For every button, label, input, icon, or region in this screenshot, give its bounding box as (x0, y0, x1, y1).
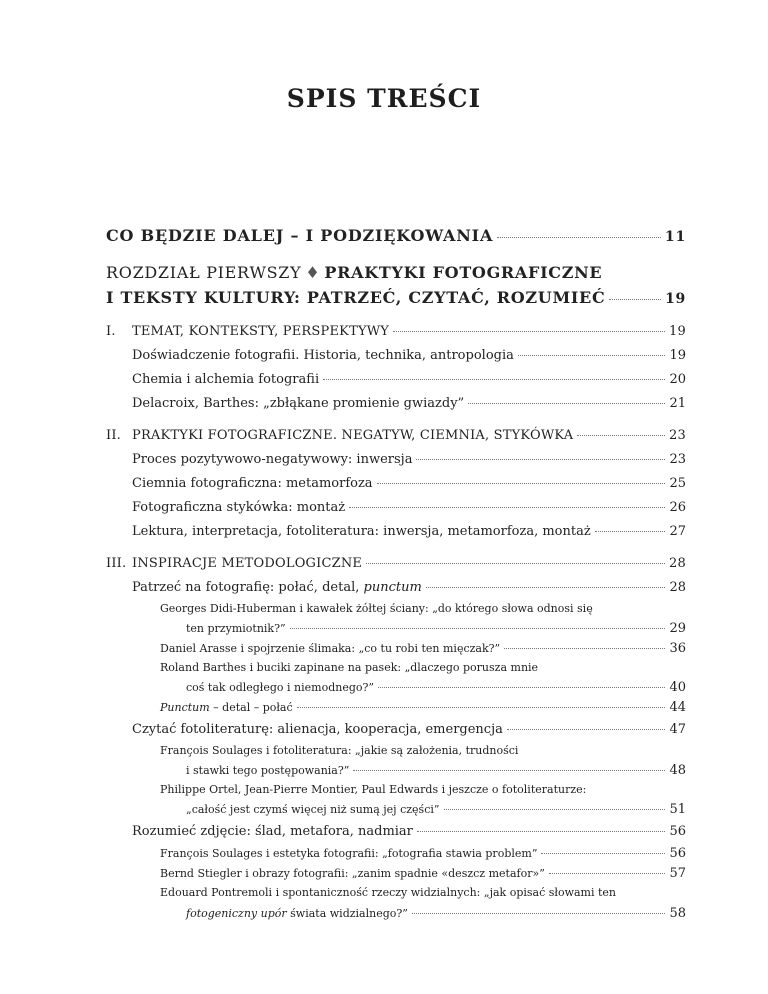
toc-section[interactable] (132, 348, 686, 363)
chapter-title-part1: PRAKTYKI FOTOGRAFICZNE (324, 263, 603, 282)
part-number: II. (106, 428, 122, 443)
subsection-label-italic: fotogeniczny upór (186, 907, 287, 920)
dot-leader (577, 435, 665, 436)
page-number: 36 (669, 641, 686, 656)
dot-leader (416, 459, 665, 460)
subsection-label: François Soulages i estetyka fotografii: „fotografia stawia problem” (160, 847, 538, 860)
toc-entry-label: CO BĘDZIE DALEJ – I PODZIĘKOWANIA (106, 226, 494, 245)
toc-subsection[interactable] (160, 846, 686, 861)
page-number: 29 (669, 621, 686, 636)
section-label: Proces pozytywowo-negatywowy: inwersja (132, 452, 413, 467)
subsection-label: ten przymiotnik?” (186, 622, 286, 635)
toc-section[interactable] (132, 500, 686, 515)
chapter-prefix: ROZDZIAŁ PIERWSZY (106, 263, 302, 282)
chapter-title-part2: I TEKSTY KULTURY: PATRZEĆ, CZYTAĆ, ROZUMIEĆ (106, 288, 606, 307)
page-number: 51 (669, 802, 686, 817)
dot-leader (377, 483, 666, 484)
dot-leader (549, 873, 666, 874)
toc-section[interactable] (132, 452, 686, 467)
page-number: 19 (665, 291, 686, 307)
dot-leader (595, 531, 666, 532)
page-number: 21 (669, 396, 686, 411)
subsection-label (186, 907, 408, 920)
page-number: 23 (669, 428, 686, 443)
section-label: Delacroix, Barthes: „zbłąkane promienie gwiazdy” (132, 396, 465, 411)
dot-leader (518, 355, 666, 356)
part-label: TEMAT, KONTEKSTY, PERSPEKTYWY (132, 324, 390, 339)
toc-section[interactable] (132, 722, 686, 737)
page-number: 11 (664, 229, 686, 245)
toc-subsection[interactable] (160, 700, 686, 715)
subsection-label: coś tak odległego i niemodnego?” (186, 681, 375, 694)
section-label-text: Patrzeć na fotografię: połać, detal, (132, 580, 364, 595)
toc-part-3[interactable] (106, 556, 686, 571)
part-number: III. (106, 556, 127, 571)
subsection-label-text: świata widzialnego?” (286, 907, 408, 920)
dot-leader (412, 913, 666, 914)
dot-leader (609, 299, 661, 300)
page-number: 48 (669, 763, 686, 778)
toc-section[interactable] (132, 396, 686, 411)
subsection-label-text: – detal – połać (209, 701, 293, 714)
toc-section[interactable] (132, 476, 686, 491)
toc-section[interactable] (132, 580, 686, 595)
subsection-label: Bernd Stiegler i obrazy fotografii: „zanim spadnie «deszcz metafor»” (160, 867, 545, 880)
page-number: 19 (669, 348, 686, 363)
diamond-separator-icon: ♦ (305, 263, 321, 282)
toc-part-2[interactable] (106, 428, 686, 443)
page-number: 19 (669, 324, 686, 339)
dot-leader (444, 809, 666, 810)
subsection-label: „całość jest czymś więcej niż sumą jej części” (186, 803, 440, 816)
toc-subsection[interactable] (186, 621, 686, 636)
toc-subsection[interactable] (186, 802, 686, 817)
subsection-label: i stawki tego postępowania?” (186, 764, 350, 777)
subsection-label: Daniel Arasse i spojrzenie ślimaka: „co tu robi ten mięczak?” (160, 642, 501, 655)
subsection-label-italic: Punctum (160, 701, 210, 714)
page-number: 23 (669, 452, 686, 467)
dot-leader (349, 507, 665, 508)
dot-leader (393, 331, 665, 332)
dot-leader (426, 587, 666, 588)
toc-subsection[interactable] (186, 906, 686, 921)
section-label: Chemia i alchemia fotografii (132, 372, 320, 387)
toc-subsection[interactable] (186, 763, 686, 778)
toc-subsection[interactable] (186, 680, 686, 695)
dot-leader (366, 563, 665, 564)
page-number: 47 (669, 722, 686, 737)
section-label-italic: punctum (363, 580, 422, 595)
page-number: 27 (669, 524, 686, 539)
toc-subsection-line1: Edouard Pontremoli i spontaniczność rzeczy widzialnych: „jak opisać słowami ten (160, 886, 617, 899)
toc-section[interactable] (132, 524, 686, 539)
dot-leader (417, 831, 666, 832)
dot-leader (504, 648, 665, 649)
toc-entry-chapter[interactable] (106, 288, 686, 307)
subsection-label (160, 701, 293, 714)
page-number: 56 (669, 846, 686, 861)
chapter-heading-line1 (106, 263, 602, 282)
page-number: 56 (669, 824, 686, 839)
page-number: 28 (669, 580, 686, 595)
page-number: 20 (669, 372, 686, 387)
toc-subsection[interactable] (160, 866, 686, 881)
page-number: 40 (669, 680, 686, 695)
section-label (132, 580, 422, 595)
section-label: Fotograficzna stykówka: montaż (132, 500, 346, 515)
section-label: Ciemnia fotograficzna: metamorfoza (132, 476, 373, 491)
dot-leader (507, 729, 666, 730)
dot-leader (353, 770, 665, 771)
section-label: Lektura, interpretacja, fotoliteratura: inwersja, metamorfoza, montaż (132, 524, 591, 539)
dot-leader (497, 237, 661, 238)
section-label: Rozumieć zdjęcie: ślad, metafora, nadmiar (132, 824, 413, 839)
part-label: PRAKTYKI FOTOGRAFICZNE. NEGATYW, CIEMNIA, STYKÓWKA (132, 428, 574, 443)
toc-section[interactable] (132, 824, 686, 839)
page-number: 44 (669, 700, 686, 715)
page-number: 28 (669, 556, 686, 571)
section-label: Czytać fotoliteraturę: alienacja, kooperacja, emergencja (132, 722, 503, 737)
page-number: 57 (669, 866, 686, 881)
part-label: INSPIRACJE METODOLOGICZNE (132, 556, 363, 571)
dot-leader (468, 403, 665, 404)
toc-entry-intro[interactable] (106, 226, 686, 245)
dot-leader (297, 707, 666, 708)
page-number: 26 (669, 500, 686, 515)
page-title: SPIS TREŚCI (286, 84, 482, 113)
toc-subsection-line1: François Soulages i fotoliteratura: „jakie są założenia, trudności (160, 744, 519, 757)
toc-section[interactable] (132, 372, 686, 387)
dot-leader (378, 687, 665, 688)
page-number: 25 (669, 476, 686, 491)
toc-subsection-line1: Roland Barthes i buciki zapinane na pasek: „dlaczego porusza mnie (160, 661, 539, 674)
section-label: Doświadczenie fotografii. Historia, technika, antropologia (132, 348, 514, 363)
dot-leader (323, 379, 665, 380)
part-number: I. (106, 324, 116, 339)
dot-leader (290, 628, 666, 629)
toc-part-1[interactable] (106, 324, 686, 339)
toc-subsection[interactable] (160, 641, 686, 656)
page-number: 58 (669, 906, 686, 921)
toc-subsection-line1: Philippe Ortel, Jean-Pierre Montier, Paul Edwards i jeszcze o fotoliteraturze: (160, 783, 587, 796)
toc-subsection-line1: Georges Didi-Huberman i kawałek żółtej ściany: „do którego słowa odnosi się (160, 602, 593, 615)
dot-leader (541, 853, 665, 854)
